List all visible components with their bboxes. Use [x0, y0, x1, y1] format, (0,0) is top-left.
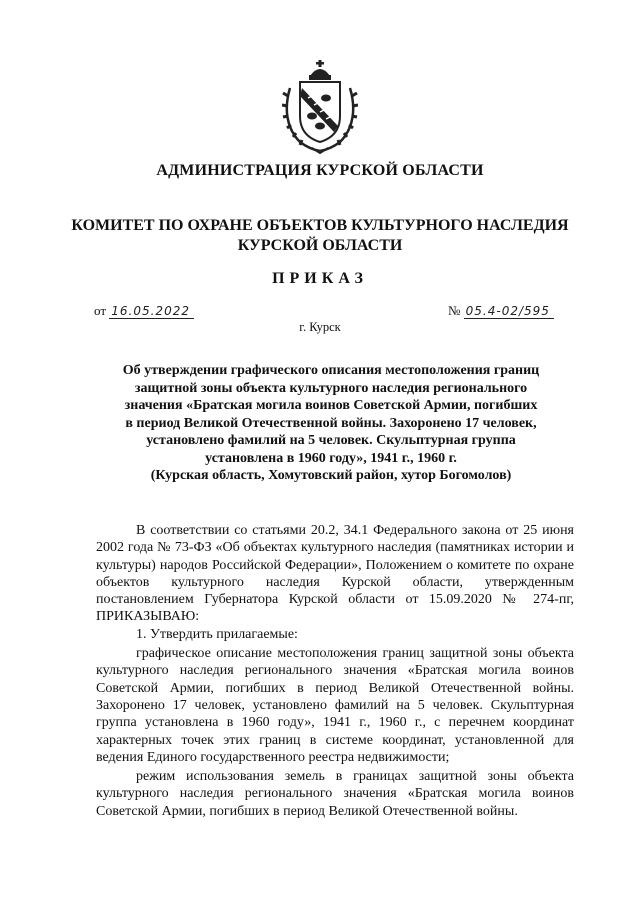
title-line: (Курская область, Хомутовский район, хутор Богомолов): [150, 468, 512, 483]
title-line: в период Великой Отечественной войны. Захоронено 17 человек,: [125, 415, 537, 431]
order-number: [448, 303, 554, 319]
title-line: Об утверждении графического описания местоположения границ: [122, 363, 540, 378]
title-line: установлена в 1960 году», 1941 г., 1960 г.: [205, 450, 457, 466]
date-prefix: от: [94, 303, 107, 318]
handwritten-date: 16.05.2022: [109, 304, 194, 319]
body-paragraph: В соответствии со статьями 20.2, 34.1 Федерального закона от 25 июня 2002 года № 73-ФЗ «Об объектах культурного наследия (памятниках истории и культуры) народов Российской Федерации», Положением о комитете по охране объектов культурного наследия Курской области, утвержденным постановлением Губернатора Курской области от 15.09.2020 № 274-пг, ПРИКАЗЫВАЮ:: [96, 523, 574, 625]
committee-heading-line: КУРСКОЙ ОБЛАСТИ: [237, 237, 403, 254]
order-title: [96, 362, 566, 485]
number-prefix: №: [448, 303, 461, 318]
document-type: ПРИКАЗ: [272, 270, 368, 287]
handwritten-number: 05.4-02/595: [464, 304, 554, 319]
body-paragraph: графическое описание местоположения границ защитной зоны объекта культурного наследия регионального значения «Братская могила воинов Советской Армии, погибших в период Великой Отечественной войны. Захоронено 17 человек, установлено фамилий на 5 человек. Скульптурная группа установлена в 1960 году», 1941 г., 1960 г., с перечнем координат характерных точек этих границ в системе координат, установленной для ведения Единого государственного реестра недвижимости;: [96, 646, 574, 765]
committee-heading: [0, 216, 640, 256]
order-date: [94, 303, 194, 319]
committee-heading-line: КОМИТЕТ ПО ОХРАНЕ ОБЪЕКТОВ КУЛЬТУРНОГО НАСЛЕДИЯ: [71, 217, 569, 234]
coat-of-arms-icon: [282, 58, 358, 154]
order-body: [96, 522, 574, 820]
body-paragraph: 1. Утвердить прилагаемые:: [136, 626, 298, 642]
title-line: значения «Братская могила воинов Советской Армии, погибших: [124, 398, 538, 413]
body-paragraph: режим использования земель в границах защитной зоны объекта культурного наследия регионального значения «Братская могила воинов Советской Армии, погибших в период Великой Отечественной войны.: [96, 769, 574, 819]
title-line: установлено фамилий на 5 человек. Скульптурная группа: [146, 433, 516, 448]
title-line: защитной зоны объекта культурного наследия регионального: [134, 380, 528, 396]
city: г. Курск: [299, 320, 341, 334]
administration-heading: АДМИНИСТРАЦИЯ КУРСКОЙ ОБЛАСТИ: [156, 162, 484, 179]
